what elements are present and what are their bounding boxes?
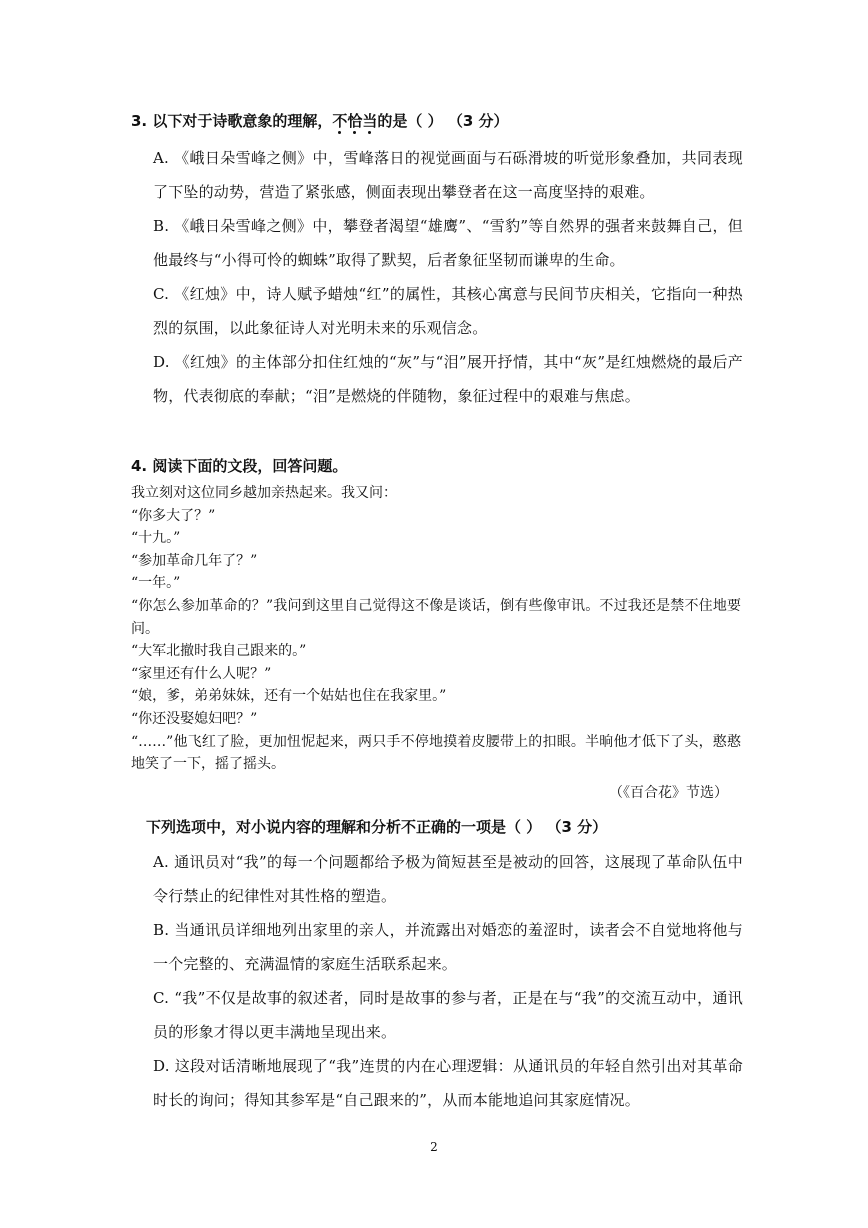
passage-line: “一年。” <box>131 575 181 592</box>
question-3-option-d: D. 《红烛》的主体部分扣住红烛的“灰”与“泪”展开抒情，其中“灰”是红烛燃烧的最后产物，代表彻底的奉献；“泪”是燃烧的伴随物，象征过程中的艰难与焦虑。 <box>153 353 743 405</box>
emphasis-char: 恰 <box>347 112 363 130</box>
passage-line: “……”他飞红了脸，更加忸怩起来，两只手不停地摸着皮腰带上的扣眼。半晌他才低下了头，憨憨地笑了一下，摇了摇头。 <box>131 733 741 773</box>
question-4-option-a: A. 通讯员对“我”的每一个问题都给予极为简短甚至是被动的回答，这展现了革命队伍中令行禁止的纪律性对其性格的塑造。 <box>153 853 743 905</box>
emphasis-char: 不 <box>332 112 348 130</box>
passage-line: 我立刻对这位同乡越加亲热起来。我又问： <box>131 485 397 501</box>
passage-line: “你还没娶媳妇吧？” <box>131 710 258 727</box>
passage-line: “参加革命几年了？” <box>131 552 258 569</box>
question-3-title <box>131 110 509 131</box>
question-4-option-c: C. “我”不仅是故事的叙述者，同时是故事的参与者，正是在与“我”的交流互动中，通讯员的形象才得以更丰满地呈现出来。 <box>153 989 743 1041</box>
page-number: 2 <box>430 1140 438 1154</box>
passage-line: “家里还有什么人呢？” <box>131 665 272 682</box>
question-3-title-suffix: 的是（ ） （3 分） <box>377 112 509 130</box>
reading-passage <box>131 482 741 776</box>
passage-line: “你怎么参加革命的？”我问到这里自己觉得这不像是谈话，倒有些像审讯。不过我还是禁不住地要问。 <box>131 597 741 637</box>
question-4-option-d: D. 这段对话清晰地展现了“我”连贯的内在心理逻辑：从通讯员的年轻自然引出对其革命时长的询问；得知其参军是“自己跟来的”，从而本能地追问其家庭情况。 <box>153 1057 743 1109</box>
question-3-option-c: C. 《红烛》中，诗人赋予蜡烛“红”的属性，其核心寓意与民间节庆相关，它指向一种热烈的氛围，以此象征诗人对光明未来的乐观信念。 <box>153 285 743 337</box>
question-3-option-a: A. 《峨日朵雪峰之侧》中，雪峰落日的视觉画面与石砾滑坡的听觉形象叠加，共同表现了下坠的动势，营造了紧张感，侧面表现出攀登者在这一高度坚持的艰难。 <box>153 149 743 201</box>
passage-line: “你多大了？” <box>131 507 216 524</box>
question-4-subtitle: 下列选项中，对小说内容的理解和分析不正确的一项是（ ） （3 分） <box>146 818 608 836</box>
question-3-option-b: B. 《峨日朵雪峰之侧》中，攀登者渴望“雄鹰”、“雪豹”等自然界的强者来鼓舞自己，但他最终与“小得可怜的蜘蛛”取得了默契，后者象征坚韧而谦卑的生命。 <box>153 217 743 269</box>
question-4-option-b: B. 当通讯员详细地列出家里的亲人，并流露出对婚恋的羞涩时，读者会不自觉地将他与一个完整的、充满温情的家庭生活联系起来。 <box>153 921 743 973</box>
passage-line: “大军北撤时我自己跟来的。” <box>131 643 307 660</box>
question-4-title: 4. 阅读下面的文段，回答问题。 <box>131 457 348 475</box>
emphasis-char: 当 <box>362 112 378 130</box>
passage-source: （《百合花》节选） <box>609 785 728 801</box>
passage-line: “十九。” <box>131 530 181 547</box>
passage-line: “娘，爹，弟弟妹妹，还有一个姑姑也住在我家里。” <box>131 688 447 705</box>
question-3-title-prefix: 3. 以下对于诗歌意象的理解， <box>131 112 333 130</box>
